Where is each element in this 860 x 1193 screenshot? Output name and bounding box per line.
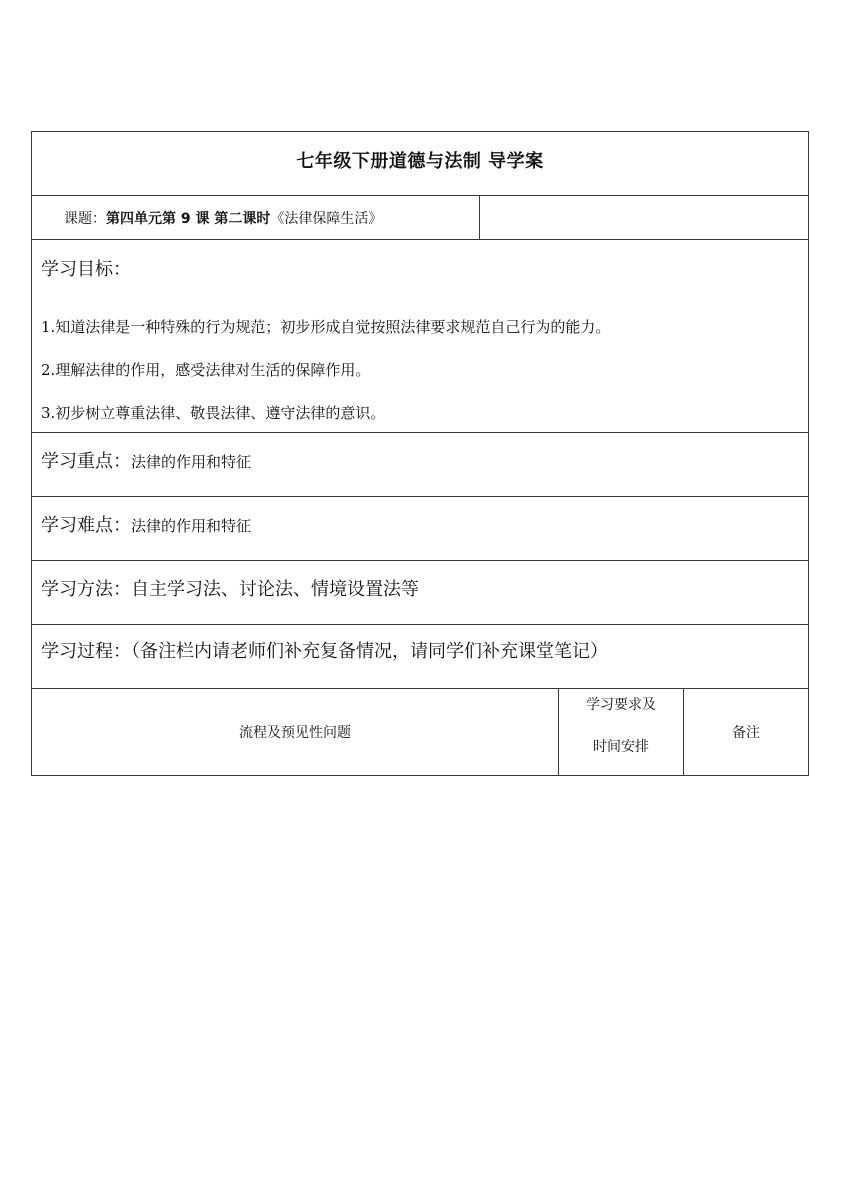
objective-item: 2.理解法律的作用，感受法律对生活的保障作用。 <box>41 361 371 379</box>
topic-blank-cell <box>480 196 808 239</box>
flow-column-header: 流程及预见性问题 <box>32 689 559 775</box>
topic-unit-lesson: 第四单元第 9 课 第二课时 <box>106 210 271 227</box>
lesson-plan-table <box>31 131 809 776</box>
title-row <box>31 131 809 196</box>
difficulties-label: 学习难点： <box>41 515 131 536</box>
process-row <box>31 625 809 689</box>
methods-value: 自主学习法、讨论法、情境设置法等 <box>131 579 419 600</box>
topic-cell <box>32 196 480 239</box>
key-points-row <box>31 433 809 497</box>
requirements-header-line2: 时间安排 <box>593 739 649 755</box>
remarks-column-header: 备注 <box>732 725 760 741</box>
requirements-header-line1: 学习要求及 <box>586 697 656 713</box>
topic-book-title: 《法律保障生活》 <box>270 210 383 227</box>
key-points-value: 法律的作用和特征 <box>131 453 252 471</box>
topic-label: 课题： <box>64 210 106 227</box>
key-points-label: 学习重点： <box>41 451 131 472</box>
objectives-heading: 学习目标： <box>41 259 131 280</box>
topic-row <box>31 196 809 240</box>
process-label: 学习过程： <box>41 641 131 662</box>
column-header-row <box>31 689 809 776</box>
difficulties-value: 法律的作用和特征 <box>131 517 252 535</box>
objective-item: 3.初步树立尊重法律、敬畏法律、遵守法律的意识。 <box>41 404 386 422</box>
objectives-row <box>31 240 809 433</box>
methods-label: 学习方法： <box>41 579 131 600</box>
objective-item: 1.知道法律是一种特殊的行为规范；初步形成自觉按照法律要求规范自己行为的能力。 <box>41 318 611 336</box>
requirements-column-header <box>559 689 684 775</box>
difficulties-row <box>31 497 809 561</box>
methods-row <box>31 561 809 625</box>
process-note: （备注栏内请老师们补充复备情况，请同学们补充课堂笔记） <box>131 641 608 662</box>
document-title: 七年级下册道德与法制 导学案 <box>296 150 544 172</box>
